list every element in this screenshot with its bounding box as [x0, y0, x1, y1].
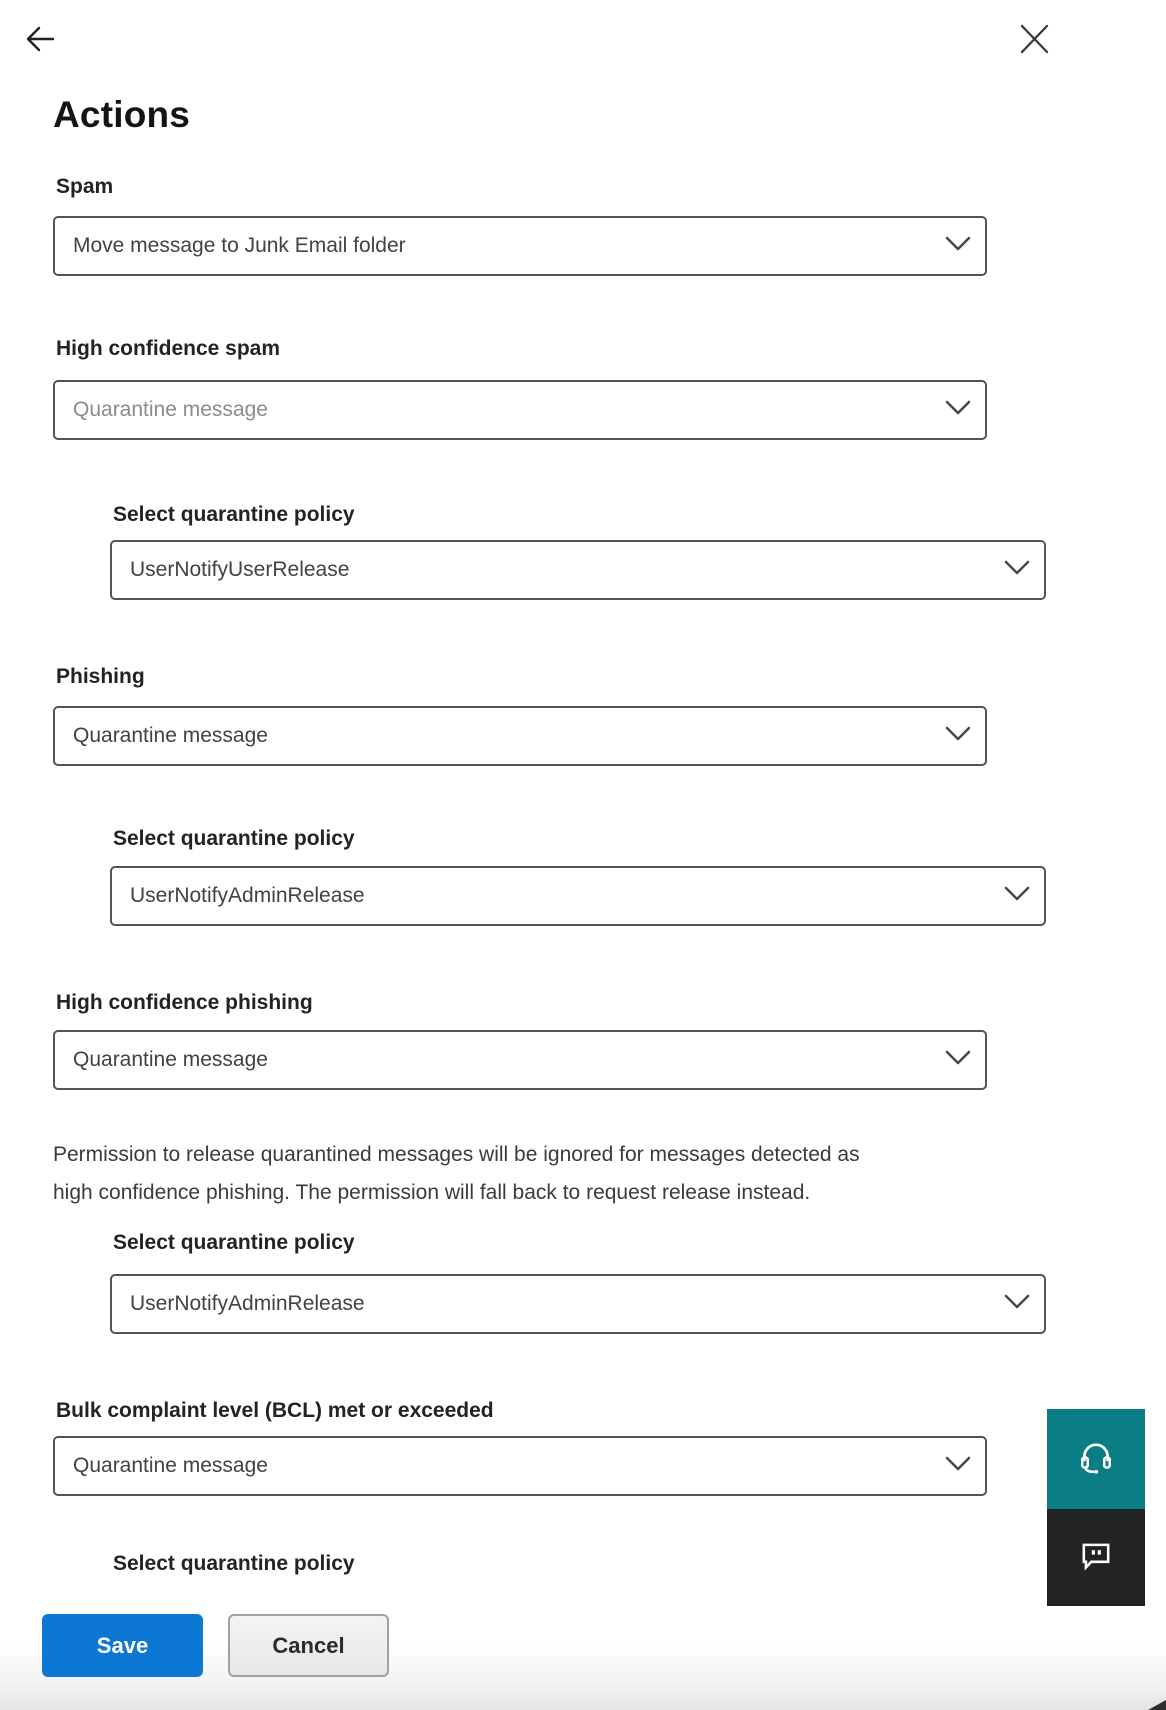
- close-button[interactable]: [1019, 24, 1050, 54]
- chevron-down-icon: [945, 726, 971, 746]
- high-confidence-phishing-value: Quarantine message: [73, 1048, 268, 1071]
- high-confidence-phishing-dropdown[interactable]: [53, 1030, 987, 1090]
- chevron-down-icon: [945, 400, 971, 420]
- bcl-action-value: Quarantine message: [73, 1454, 268, 1477]
- chevron-down-icon: [945, 236, 971, 256]
- spam-label: Spam: [56, 175, 114, 198]
- phishing-action-value: Quarantine message: [73, 724, 268, 747]
- phishing-label: Phishing: [56, 665, 145, 688]
- chevron-down-icon: [1004, 1294, 1030, 1314]
- bcl-quarantine-policy-label-clipped: Select quarantine policy: [113, 1552, 355, 1575]
- chat-bubble-icon: [1078, 1538, 1114, 1577]
- high-confidence-phishing-label: High confidence phishing: [56, 991, 313, 1014]
- chevron-down-icon: [945, 1456, 971, 1476]
- phishing-quarantine-policy-dropdown[interactable]: [110, 866, 1046, 926]
- hcs-quarantine-policy-value: UserNotifyUserRelease: [130, 558, 350, 581]
- chevron-down-icon: [1004, 560, 1030, 580]
- hcp-quarantine-policy-label: Select quarantine policy: [113, 1231, 355, 1254]
- feedback-button[interactable]: [1047, 1509, 1145, 1606]
- corner-wedge: [1148, 1700, 1166, 1710]
- hcp-quarantine-policy-value: UserNotifyAdminRelease: [130, 1292, 365, 1315]
- hcp-quarantine-policy-dropdown[interactable]: [110, 1274, 1046, 1334]
- high-confidence-spam-value: Quarantine message: [73, 398, 268, 421]
- phishing-action-dropdown[interactable]: [53, 706, 987, 766]
- hcp-permission-note-line1: Permission to release quarantined messages will be ignored for messages detected as: [53, 1143, 860, 1166]
- hcp-permission-note: [53, 1136, 1063, 1212]
- phishing-quarantine-policy-label: Select quarantine policy: [113, 827, 355, 850]
- high-confidence-spam-dropdown[interactable]: [53, 380, 987, 440]
- phishing-quarantine-policy-value: UserNotifyAdminRelease: [130, 884, 365, 907]
- save-button[interactable]: Save: [42, 1614, 203, 1677]
- spam-action-value: Move message to Junk Email folder: [73, 234, 406, 257]
- bcl-label: Bulk complaint level (BCL) met or exceeded: [56, 1399, 494, 1422]
- headset-icon: [1077, 1439, 1115, 1480]
- page-title: Actions: [53, 94, 191, 135]
- hcp-permission-note-line2: high confidence phishing. The permission will fall back to request release instead.: [53, 1181, 811, 1204]
- hcs-quarantine-policy-dropdown[interactable]: [110, 540, 1046, 600]
- spam-action-dropdown[interactable]: [53, 216, 987, 276]
- hcs-quarantine-policy-label: Select quarantine policy: [113, 503, 355, 526]
- back-button[interactable]: [22, 22, 58, 56]
- arrow-left-icon: [22, 44, 58, 59]
- support-button[interactable]: [1047, 1409, 1145, 1509]
- chevron-down-icon: [945, 1050, 971, 1070]
- cancel-button[interactable]: Cancel: [228, 1614, 389, 1677]
- close-icon: [1019, 42, 1050, 57]
- high-confidence-spam-label: High confidence spam: [56, 337, 281, 360]
- bcl-action-dropdown[interactable]: [53, 1436, 987, 1496]
- chevron-down-icon: [1004, 886, 1030, 906]
